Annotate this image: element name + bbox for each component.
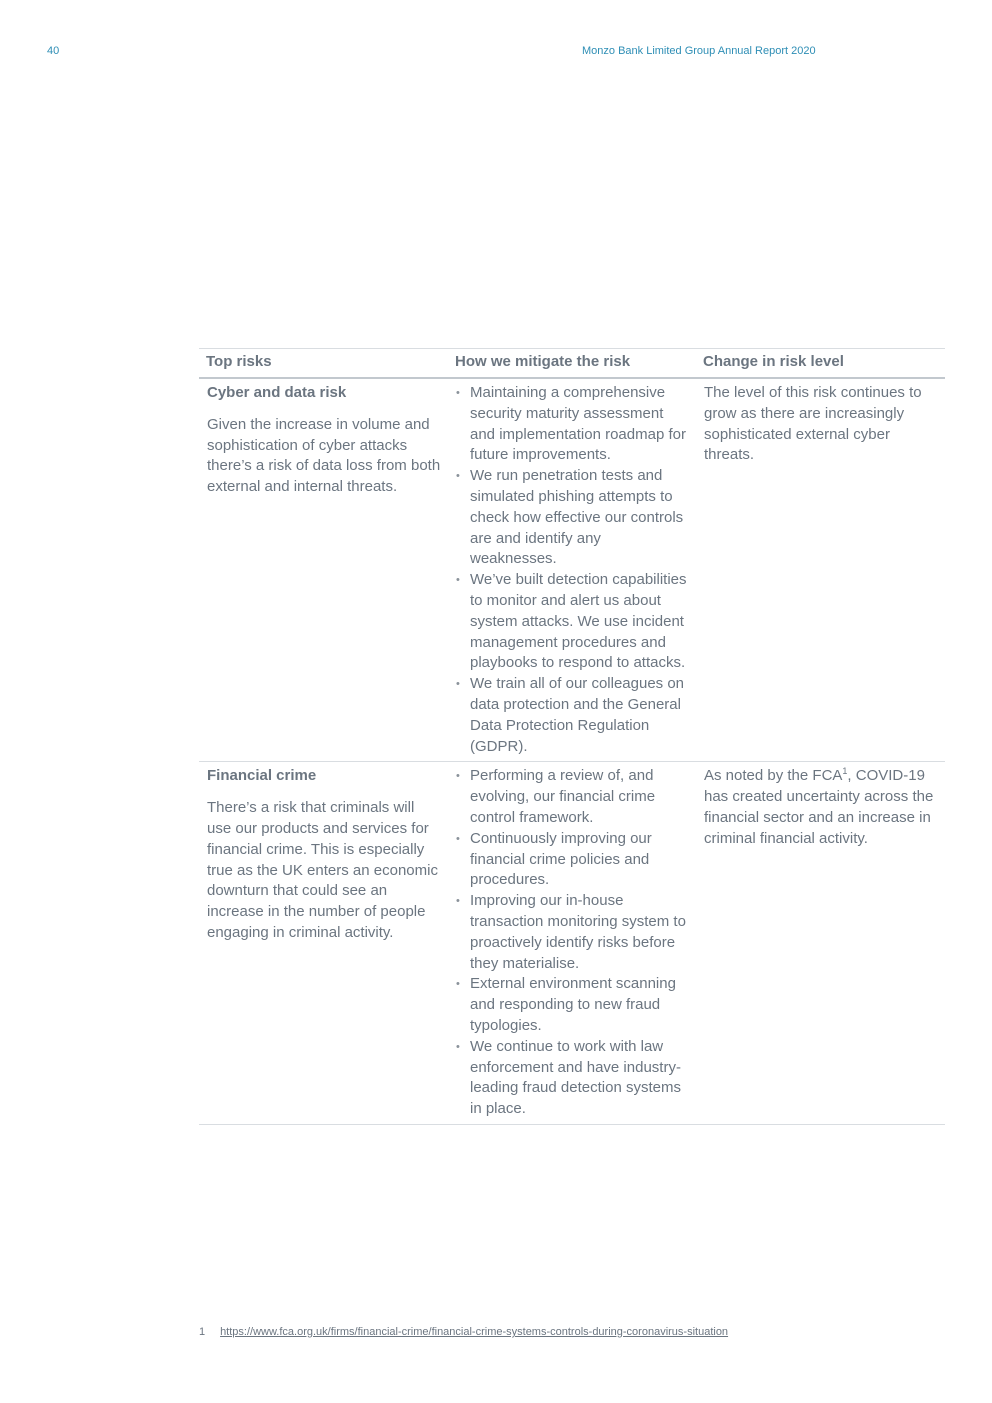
report-title: Monzo Bank Limited Group Annual Report 2020 [582,45,816,57]
mitigation-item: • We continue to work with law enforcement and have industry-leading fraud detection systems in place. [456,1037,690,1120]
page-number: 40 [47,45,60,57]
mitigation-cell [448,378,696,762]
change-text [704,766,939,849]
footnote-ref[interactable]: 1 [842,766,848,777]
mitigation-item: • We run penetration tests and simulated phishing attempts to check how effective our controls are and identify any weaknesses. [456,466,690,570]
change-text-end: , COVID-19 has created uncertainty across the financial sector and an increase in criminal financial activity. [704,767,934,847]
mitigation-cell [448,762,696,1125]
risk-title: Financial crime [207,767,317,785]
column-header-mitigation: How we mitigate the risk [455,353,631,370]
top-risks-table [199,348,945,1125]
mitigation-item: • Maintaining a comprehensive security maturity assessment and implementation roadmap for future improvements. [456,383,690,466]
footnote-link[interactable]: https://www.fca.org.uk/firms/financial-crime/financial-crime-systems-controls-during-coronavirus-situation [220,1326,729,1338]
mitigation-item: • Improving our in-house transaction monitoring system to proactively identify risks before they materialise. [456,891,690,974]
column-header-top-risks: Top risks [206,353,272,370]
change-cell [696,378,945,762]
column-header-change: Change in risk level [703,353,844,370]
risk-cell [199,762,448,1125]
mitigation-item: • We’ve built detection capabilities to monitor and alert us about system attacks. We use incident management procedures and playbooks to respond to attacks. [456,570,690,674]
risk-cell [199,378,448,762]
risk-title: Cyber and data risk [207,384,347,401]
change-text: The level of this risk continues to grow as there are increasingly sophisticated external cyber threats. [704,384,922,464]
table-row-financial-crime [199,762,945,1125]
mitigation-item: • We train all of our colleagues on data protection and the General Data Protection Regulation (GDPR). [456,674,690,757]
mitigation-item: • Performing a review of, and evolving, our financial crime control framework. [456,766,690,828]
footnote-number: 1 [199,1326,206,1338]
change-text-start: As noted by the FCA [704,767,843,785]
mitigation-list [456,383,690,757]
mitigation-item: • External environment scanning and responding to new fraud typologies. [456,974,690,1036]
footnote [199,1326,728,1338]
table-row-cyber-risk [199,378,945,762]
mitigation-list [456,766,690,1120]
table-header-row [199,349,945,379]
risk-description: There’s a risk that criminals will use our products and services for financial crime. This is especially true as the UK enters an economic downturn that could see an increase in the number of people engaging in criminal activity. [207,799,438,941]
mitigation-item: • Continuously improving our financial crime policies and procedures. [456,829,690,891]
risk-description: Given the increase in volume and sophistication of cyber attacks there’s a risk of data loss from both external and internal threats. [207,415,441,496]
change-cell [696,762,945,1125]
